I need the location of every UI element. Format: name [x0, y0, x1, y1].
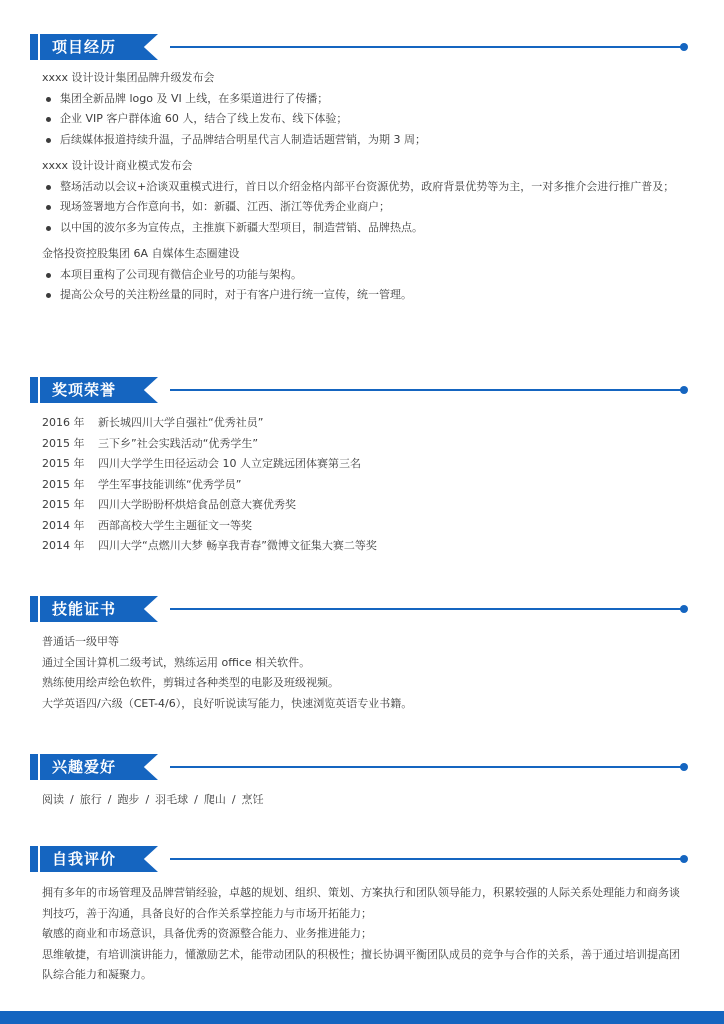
- header-divider: [170, 389, 684, 391]
- header-dot: [680, 605, 688, 613]
- project-title: xxxx 设计设计集团品牌升级发布会: [42, 71, 215, 84]
- section-title: 技能证书: [52, 600, 117, 618]
- award-year: 2015 年: [42, 477, 85, 491]
- section-header: [0, 34, 724, 60]
- project-bullet: 集团全新品牌 logo 及 VI 上线，在多渠道进行了传播；: [42, 89, 688, 110]
- award-text: 三下乡”社会实践活动“优秀学生”: [98, 436, 259, 450]
- skills-section: [0, 596, 724, 622]
- hobby-separator: /: [70, 793, 74, 806]
- hobby-separator: /: [145, 793, 150, 806]
- header-divider: [170, 766, 684, 768]
- award-year: 2015 年: [42, 436, 85, 450]
- award-text: 新长城四川大学自强社“优秀社员”: [98, 416, 264, 429]
- award-text: 四川大学盼盼杯烘焙食品创意大赛优秀奖: [98, 498, 296, 511]
- header-accent-bar: [30, 846, 38, 872]
- header-divider: [170, 608, 684, 610]
- header-accent-bar: [30, 34, 38, 60]
- skill-item: 熟练使用绘声绘色软件，剪辑过各种类型的电影及班级视频。: [42, 676, 339, 689]
- award-text: 西部高校大学生主题征文一等奖: [98, 518, 252, 532]
- award-text: 学生军事技能训练“优秀学员”: [98, 477, 242, 491]
- hobby-item: 烹饪: [241, 793, 264, 806]
- section-header: [0, 377, 724, 403]
- section-header: [0, 596, 724, 622]
- section-header: [0, 754, 724, 780]
- award-row: [42, 516, 688, 537]
- hobby-item: 跑步: [117, 793, 140, 806]
- award-text: 四川大学“点燃川大梦 畅享我青春”微博文征集大赛二等奖: [98, 539, 377, 552]
- projects-content: [42, 68, 688, 312]
- project-bullet: 现场签署地方合作意向书，如：新疆、江西、浙江等优秀企业商户；: [42, 197, 688, 218]
- skill-item: 大学英语四/六级（CET-4/6），良好听说读写能力，快速浏览英语专业书籍。: [42, 696, 413, 710]
- footer-bar: [0, 1011, 724, 1024]
- project-item: [42, 244, 688, 306]
- project-bullet: 提高公众号的关注粉丝量的同时，对于有客户进行统一宣传，统一管理。: [42, 285, 688, 306]
- award-year: 2014 年: [42, 539, 85, 552]
- project-bullet: 本项目重构了公司现有微信企业号的功能与架构。: [42, 265, 688, 286]
- header-divider: [170, 46, 684, 48]
- award-year: 2014 年: [42, 518, 85, 532]
- project-bullet: 整场活动以会议+洽谈双重模式进行，首日以介绍金格内部平台资源优势，政府背景优势等为主，一对多推介会进行推广普及；: [42, 177, 688, 198]
- award-year: 2015 年: [42, 498, 85, 511]
- project-bullet: 企业 VIP 客户群体逾 60 人，结合了线上发布、线下体验；: [42, 109, 688, 130]
- header-dot: [680, 763, 688, 771]
- hobbies-content: [42, 790, 688, 811]
- section-title: 自我评价: [52, 850, 117, 868]
- section-header: [0, 846, 724, 872]
- header-dot: [680, 43, 688, 51]
- project-item: [42, 68, 688, 150]
- header-dot: [680, 855, 688, 863]
- self-eval-content: [42, 883, 688, 986]
- award-row: [42, 495, 688, 516]
- skill-item: 普通话一级甲等: [42, 635, 119, 648]
- project-bullet: 以中国的波尔多为宣传点，主推旗下新疆大型项目，制造营销、品牌热点。: [42, 218, 688, 239]
- hobby-separator: /: [107, 793, 112, 806]
- award-row: [42, 454, 688, 475]
- project-title: 金恪投资控股集团 6A 自媒体生态圈建设: [42, 247, 240, 260]
- header-dot: [680, 386, 688, 394]
- award-row: [42, 536, 688, 557]
- projects-section: [0, 34, 724, 60]
- hobby-item: 羽毛球: [155, 793, 189, 806]
- skill-item: 通过全国计算机二级考试，熟练运用 office 相关软件。: [42, 655, 311, 669]
- award-year: 2016 年: [42, 416, 85, 429]
- award-row: [42, 475, 688, 496]
- project-item: [42, 156, 688, 238]
- award-row: [42, 434, 688, 455]
- project-title: xxxx 设计设计商业模式发布会: [42, 159, 193, 172]
- hobby-separator: /: [194, 793, 198, 806]
- award-text: 四川大学学生田径运动会 10 人立定跳远团体赛第三名: [98, 457, 361, 470]
- awards-section: [0, 377, 724, 403]
- hobby-item: 爬山: [203, 793, 226, 806]
- award-year: 2015 年: [42, 457, 85, 470]
- header-divider: [170, 858, 684, 860]
- section-title: 兴趣爱好: [52, 758, 117, 776]
- section-title: 项目经历: [52, 38, 117, 56]
- self-eval-paragraph: 思维敏捷，有培训演讲能力，懂激励艺术，能带动团队的积极性；擅长协调平衡团队成员的竞争与合作的关系，善于通过培训提高团队综合能力和凝聚力。: [42, 947, 680, 981]
- header-accent-bar: [30, 754, 38, 780]
- section-title: 奖项荣誉: [52, 381, 117, 399]
- self-eval-paragraph: 敏感的商业和市场意识，具备优秀的资源整合能力、业务推进能力；: [42, 927, 372, 940]
- self-eval-section: [0, 846, 724, 872]
- hobby-separator: /: [231, 793, 236, 806]
- header-accent-bar: [30, 377, 38, 403]
- hobby-item: 阅读: [42, 793, 64, 806]
- self-eval-paragraph: 拥有多年的市场管理及品牌营销经验，卓越的规划、组织、策划、方案执行和团队领导能力，积累较强的人际关系处理能力和商务谈判技巧，善于沟通，具备良好的合作关系掌控能力与市场开拓能力；: [42, 886, 680, 920]
- project-bullet: 后续媒体报道持续升温，子品牌结合明星代言人制造话题营销，为期 3 周；: [42, 130, 688, 151]
- skills-content: [42, 632, 688, 714]
- hobbies-section: [0, 754, 724, 780]
- awards-content: [42, 413, 688, 557]
- header-accent-bar: [30, 596, 38, 622]
- hobby-item: 旅行: [79, 793, 102, 806]
- award-row: [42, 413, 688, 434]
